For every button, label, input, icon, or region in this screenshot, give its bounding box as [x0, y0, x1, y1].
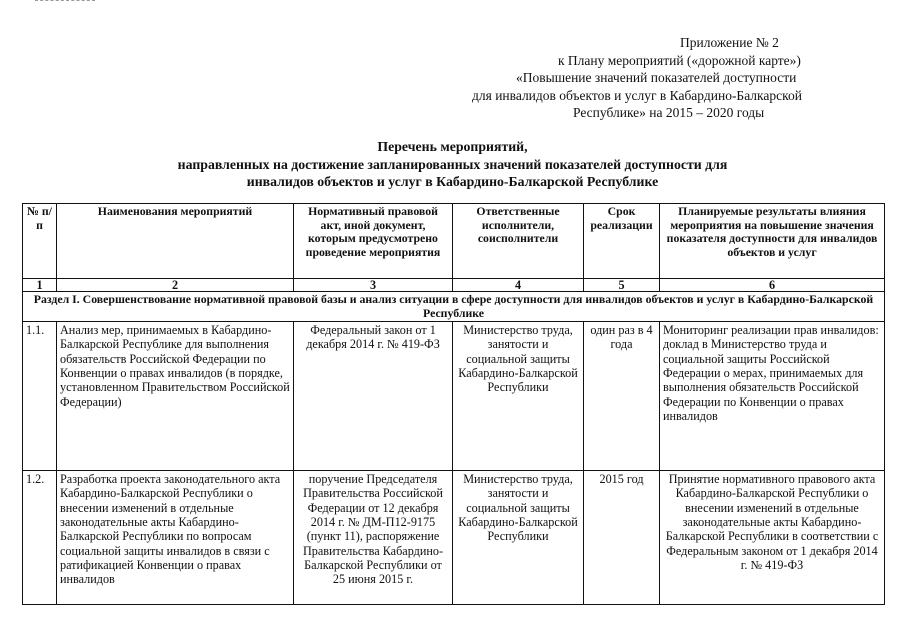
column-number: 4 [453, 279, 584, 292]
row-executors: Министерство труда, занятости и социальной защиты Кабардино-Балкарской Республики [453, 322, 584, 471]
row-name: Разработка проекта законодательного акта Кабардино-Балкарской Республики о внесении изменений в отдельные законодательные акты Кабардино-Балкарской Республики по вопросам социальной защиты инвалидов в связи с ратификацией Конвенции о правах инвалидов [57, 471, 294, 605]
row-term: 2015 год [584, 471, 660, 605]
row-num: 1.1. [23, 322, 57, 471]
header-act: Нормативный правовой акт, иной документ, которым предусмотрено проведение мероприятия [294, 204, 453, 279]
row-num: 1.2. [23, 471, 57, 605]
column-number: 3 [294, 279, 453, 292]
header-num: № п/п [23, 204, 57, 279]
appendix-plan: к Плану мероприятий («дорожной карте») [558, 52, 801, 68]
document-title [0, 138, 905, 191]
table-header-row [23, 204, 885, 279]
title-line-3: инвалидов объектов и услуг в Кабардино-Балкарской Республике [246, 174, 659, 189]
header-name: Наименования мероприятий [57, 204, 294, 279]
scan-artifact [35, 0, 95, 3]
section-title: Раздел I. Совершенствование нормативной правовой базы и анализ ситуации в сфере доступности для инвалидов объектов и услуг в Кабардино-Балкарской Республике [23, 292, 885, 322]
row-result: Мониторинг реализации прав инвалидов: доклад в Министерство труда и социальной защиты Российской Федерации о мерах, принимаемых для выполнения обязательств Российской Федерации по Конвенции о правах инвалидов [660, 322, 885, 471]
appendix-number: Приложение № 2 [680, 35, 779, 50]
table-row [23, 322, 885, 471]
table-row [23, 471, 885, 605]
row-term: один раз в 4 года [584, 322, 660, 471]
column-numbers-row [23, 279, 885, 292]
row-result: Принятие нормативного правового акта Кабардино-Балкарской Республики о внесении изменений в отдельные законодательные акты Кабардино-Балкарской Республики в соответствии с Федеральным законом от 1 декабря 2014 г. № 419-ФЗ [660, 471, 885, 605]
row-act: Федеральный закон от 1 декабря 2014 г. № 419-ФЗ [294, 322, 453, 471]
header-executors: Ответственные исполнители, соисполнители [453, 204, 584, 279]
row-executors: Министерство труда, занятости и социальной защиты Кабардино-Балкарской Республики [453, 471, 584, 605]
section-row [23, 292, 885, 322]
appendix-plan-title-cont: для инвалидов объектов и услуг в Кабардино-Балкарской [472, 87, 802, 103]
column-number: 5 [584, 279, 660, 292]
appendix-header [470, 34, 890, 122]
header-term: Срок реализации [584, 204, 660, 279]
measures-table [22, 203, 885, 605]
appendix-plan-title: «Повышение значений показателей доступности [516, 70, 797, 85]
header-result: Планируемые результаты влияния мероприятия на повышение значения показателя доступности для инвалидов объектов и услуг [660, 204, 885, 279]
column-number: 6 [660, 279, 885, 292]
appendix-plan-years: Республике» на 2015 – 2020 годы [573, 105, 765, 120]
column-number: 2 [57, 279, 294, 292]
column-number: 1 [23, 279, 57, 292]
title-line-2: направленных на достижение запланированных значений показателей доступности для [177, 156, 728, 172]
row-act: поручение Председателя Правительства Российской Федерации от 12 декабря 2014 г. № ДМ-П12-9175 (пункт 11), распоряжение Правительства Кабардино-Балкарской Республики от 25 июня 2015 г. [294, 471, 453, 605]
title-line-1: Перечень мероприятий, [377, 139, 528, 154]
row-name: Анализ мер, принимаемых в Кабардино-Балкарской Республике для выполнения обязательств Российской Федерации по Конвенции о правах инвалидов (в порядке, установленном Правительством Российской Федерации) [57, 322, 294, 471]
